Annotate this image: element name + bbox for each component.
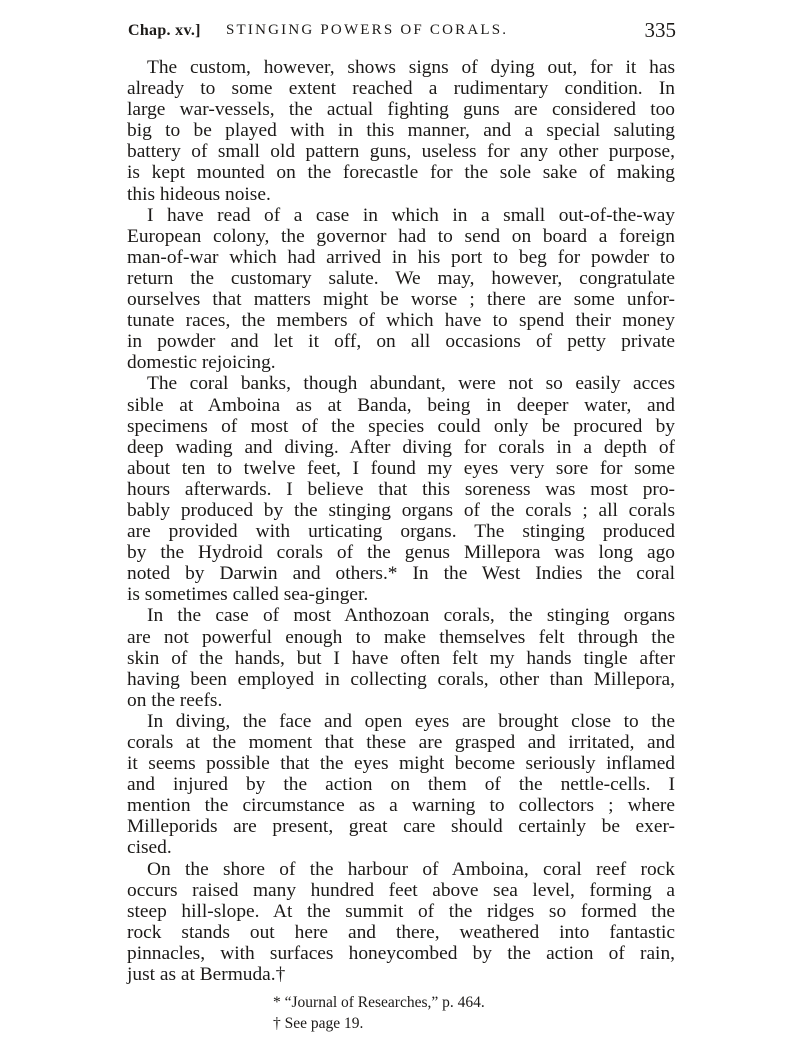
text-line: bably produced by the stinging organs of the corals ; all corals	[127, 499, 675, 521]
text-line: about ten to twelve feet, I found my eyes very sore for some	[127, 457, 675, 479]
footnotes	[273, 992, 573, 1034]
text-line: The coral banks, though abundant, were not so easily acces	[147, 373, 675, 395]
text-line: already to some extent reached a rudimentary condition. In	[127, 78, 675, 100]
text-line: are provided with urticating organs. The stinging produced	[127, 521, 675, 543]
running-title: STINGING POWERS OF CORALS.	[226, 22, 509, 38]
text-line: specimens of most of the species could only be procured by	[127, 415, 675, 437]
text-line: having been employed in collecting corals, other than Millepora,	[127, 668, 675, 690]
text-line: occurs raised many hundred feet above sea level, forming a	[127, 879, 675, 901]
text-line: European colony, the governor had to send on board a foreign	[127, 225, 675, 247]
text-line: Milleporids are present, great care should certainly be exer-	[127, 816, 675, 838]
paragraph	[127, 57, 675, 205]
page-number: 335	[644, 18, 676, 42]
text-line: In diving, the face and open eyes are brought close to the	[147, 710, 675, 732]
running-header	[128, 18, 676, 48]
footnote-1: * “Journal of Researches,” p. 464.	[273, 994, 485, 1011]
text-line: In the case of most Anthozoan corals, the stinging organs	[147, 605, 675, 627]
text-line: tunate races, the members of which have to spend their money	[127, 310, 675, 332]
text-line: is kept mounted on the forecastle for the sole sake of making	[127, 162, 675, 184]
text-line: On the shore of the harbour of Amboina, coral reef rock	[147, 858, 675, 880]
text-line: it seems possible that the eyes might become seriously inflamed	[127, 753, 675, 775]
footnote-2: † See page 19.	[273, 1015, 364, 1032]
text-line: pinnacles, with surfaces honeycombed by the action of rain,	[127, 942, 675, 964]
text-line: just as at Bermuda.†	[127, 964, 286, 986]
text-line: return the customary salute. We may, however, congratulate	[127, 267, 675, 289]
chapter-label: Chap. xv.]	[128, 22, 201, 39]
paragraph	[127, 373, 675, 605]
text-line: corals at the moment that these are grasped and irritated, and	[127, 732, 675, 753]
text-line: steep hill-slope. At the summit of the ridges so formed the	[127, 900, 675, 922]
text-line: noted by Darwin and others.* In the West Indies the coral	[127, 563, 675, 585]
text-line: The custom, however, shows signs of dying out, for it has	[147, 57, 675, 78]
text-line: rock stands out here and there, weathered into fantastic	[127, 921, 675, 943]
paragraph	[127, 711, 675, 859]
paragraph	[127, 605, 675, 710]
text-line: man-of-war which had arrived in his port to beg for powder to	[127, 246, 675, 268]
text-line: I have read of a case in which in a small out-of-the-way	[147, 204, 675, 226]
text-line: in powder and let it off, on all occasions of petty private	[127, 331, 675, 353]
text-line: this hideous noise.	[127, 183, 271, 205]
text-line: is sometimes called sea-ginger.	[127, 584, 369, 606]
text-line: on the reefs.	[127, 689, 223, 711]
text-line: deep wading and diving. After diving for corals in a depth of	[127, 436, 675, 458]
paragraph	[127, 205, 675, 374]
body-text	[127, 57, 675, 985]
text-line: and injured by the action on them of the nettle-cells. I	[127, 774, 675, 796]
text-line: battery of small old pattern guns, useless for any other purpose,	[127, 141, 675, 163]
paragraph	[127, 859, 675, 986]
text-line: ourselves that matters might be worse ; there are some unfor-	[127, 289, 675, 311]
text-line: large war-vessels, the actual fighting guns are considered too	[127, 99, 675, 121]
text-line: big to be played with in this manner, and a special saluting	[127, 120, 675, 142]
text-line: mention the circumstance as a warning to collectors ; where	[127, 795, 675, 817]
text-line: domestic rejoicing.	[127, 352, 276, 374]
text-line: by the Hydroid corals of the genus Millepora was long ago	[127, 542, 675, 564]
text-line: sible at Amboina as at Banda, being in deeper water, and	[127, 394, 675, 416]
text-line: are not powerful enough to make themselves felt through the	[127, 626, 675, 648]
text-line: skin of the hands, but I have often felt my hands tingle after	[127, 647, 675, 669]
text-line: hours afterwards. I believe that this soreness was most pro-	[127, 478, 675, 500]
text-line: cised.	[127, 837, 172, 859]
